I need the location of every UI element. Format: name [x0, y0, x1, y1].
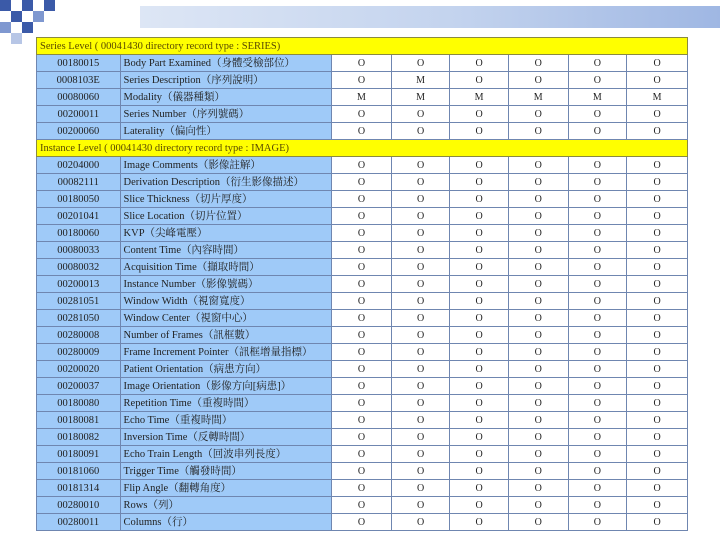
- tag-cell: 00280010: [37, 497, 121, 514]
- value-cell: O: [508, 378, 568, 395]
- value-cell: O: [391, 463, 450, 480]
- value-cell: O: [627, 361, 688, 378]
- value-cell: O: [627, 395, 688, 412]
- description-cell: Rows（列）: [120, 497, 332, 514]
- description-cell: Patient Orientation（病患方向）: [120, 361, 332, 378]
- value-cell: O: [391, 327, 450, 344]
- tag-cell: 00180015: [37, 55, 121, 72]
- tag-cell: 00280008: [37, 327, 121, 344]
- value-cell: O: [391, 344, 450, 361]
- tag-cell: 00204000: [37, 157, 121, 174]
- value-cell: M: [391, 89, 450, 106]
- value-cell: O: [568, 259, 627, 276]
- value-cell: O: [627, 514, 688, 531]
- value-cell: O: [450, 293, 509, 310]
- value-cell: O: [568, 480, 627, 497]
- value-cell: O: [508, 361, 568, 378]
- value-cell: O: [508, 157, 568, 174]
- value-cell: O: [391, 361, 450, 378]
- value-cell: O: [450, 361, 509, 378]
- value-cell: M: [627, 89, 688, 106]
- value-cell: O: [568, 497, 627, 514]
- value-cell: M: [508, 89, 568, 106]
- value-cell: O: [450, 514, 509, 531]
- value-cell: O: [332, 344, 392, 361]
- value-cell: O: [508, 310, 568, 327]
- value-cell: O: [450, 463, 509, 480]
- description-cell: Slice Thickness（切片厚度）: [120, 191, 332, 208]
- value-cell: O: [450, 344, 509, 361]
- value-cell: O: [391, 123, 450, 140]
- value-cell: O: [450, 497, 509, 514]
- section-title: Series Level ( 00041430 directory record type : SERIES): [37, 38, 688, 55]
- value-cell: O: [627, 429, 688, 446]
- value-cell: O: [332, 55, 392, 72]
- section-header-row: [37, 140, 688, 157]
- table-row: [37, 344, 688, 361]
- description-cell: Modality（儀器種類）: [120, 89, 332, 106]
- value-cell: O: [332, 412, 392, 429]
- value-cell: O: [568, 55, 627, 72]
- value-cell: O: [332, 72, 392, 89]
- value-cell: O: [450, 276, 509, 293]
- table-row: [37, 174, 688, 191]
- value-cell: O: [508, 497, 568, 514]
- value-cell: O: [332, 225, 392, 242]
- value-cell: O: [508, 463, 568, 480]
- value-cell: O: [627, 72, 688, 89]
- tag-cell: 00281050: [37, 310, 121, 327]
- tag-cell: 00082111: [37, 174, 121, 191]
- value-cell: O: [450, 208, 509, 225]
- value-cell: O: [508, 191, 568, 208]
- value-cell: O: [508, 242, 568, 259]
- value-cell: O: [450, 106, 509, 123]
- description-cell: Series Number（序列號碼）: [120, 106, 332, 123]
- value-cell: O: [627, 276, 688, 293]
- value-cell: O: [391, 157, 450, 174]
- value-cell: O: [450, 395, 509, 412]
- value-cell: O: [508, 72, 568, 89]
- value-cell: O: [568, 446, 627, 463]
- value-cell: O: [627, 106, 688, 123]
- value-cell: O: [627, 412, 688, 429]
- value-cell: O: [332, 480, 392, 497]
- tag-cell: 00180080: [37, 395, 121, 412]
- value-cell: O: [391, 395, 450, 412]
- value-cell: O: [627, 378, 688, 395]
- value-cell: O: [568, 378, 627, 395]
- description-cell: Derivation Description（衍生影像描述）: [120, 174, 332, 191]
- value-cell: O: [568, 463, 627, 480]
- value-cell: O: [391, 208, 450, 225]
- table-row: [37, 480, 688, 497]
- description-cell: Image Comments（影像註解）: [120, 157, 332, 174]
- value-cell: O: [450, 259, 509, 276]
- table-row: [37, 395, 688, 412]
- description-cell: Window Width（視窗寬度）: [120, 293, 332, 310]
- description-cell: KVP（尖峰電壓）: [120, 225, 332, 242]
- value-cell: O: [450, 191, 509, 208]
- value-cell: O: [568, 208, 627, 225]
- value-cell: O: [332, 174, 392, 191]
- value-cell: O: [568, 293, 627, 310]
- value-cell: O: [332, 242, 392, 259]
- value-cell: O: [508, 106, 568, 123]
- table-row: [37, 446, 688, 463]
- value-cell: O: [568, 276, 627, 293]
- table-row: [37, 293, 688, 310]
- table-row: [37, 276, 688, 293]
- table-row: [37, 463, 688, 480]
- value-cell: O: [627, 157, 688, 174]
- table-row: [37, 361, 688, 378]
- value-cell: O: [450, 72, 509, 89]
- tag-cell: 00080032: [37, 259, 121, 276]
- value-cell: O: [568, 242, 627, 259]
- table-row: [37, 259, 688, 276]
- value-cell: O: [332, 463, 392, 480]
- description-cell: Slice Location（切片位置）: [120, 208, 332, 225]
- value-cell: O: [391, 429, 450, 446]
- value-cell: O: [450, 446, 509, 463]
- value-cell: O: [508, 412, 568, 429]
- table-row: [37, 378, 688, 395]
- value-cell: O: [627, 191, 688, 208]
- value-cell: O: [627, 208, 688, 225]
- table-row: [37, 514, 688, 531]
- tag-cell: 00200013: [37, 276, 121, 293]
- section-title: Instance Level ( 00041430 directory record type : IMAGE): [37, 140, 688, 157]
- value-cell: O: [332, 123, 392, 140]
- value-cell: O: [627, 293, 688, 310]
- value-cell: O: [450, 429, 509, 446]
- tag-cell: 00200011: [37, 106, 121, 123]
- value-cell: O: [450, 123, 509, 140]
- slide-header-decoration: [0, 0, 720, 40]
- description-cell: Inversion Time（反轉時間）: [120, 429, 332, 446]
- table-row: [37, 89, 688, 106]
- value-cell: O: [508, 514, 568, 531]
- value-cell: O: [450, 310, 509, 327]
- value-cell: O: [450, 157, 509, 174]
- table-row: [37, 327, 688, 344]
- value-cell: M: [391, 72, 450, 89]
- value-cell: O: [627, 480, 688, 497]
- value-cell: O: [391, 378, 450, 395]
- value-cell: O: [391, 293, 450, 310]
- description-cell: Window Center（視窗中心）: [120, 310, 332, 327]
- value-cell: O: [568, 412, 627, 429]
- description-cell: Flip Angle（翻轉角度）: [120, 480, 332, 497]
- value-cell: O: [391, 412, 450, 429]
- table-row: [37, 412, 688, 429]
- value-cell: O: [391, 480, 450, 497]
- table-row: [37, 242, 688, 259]
- value-cell: O: [391, 276, 450, 293]
- value-cell: O: [332, 191, 392, 208]
- tag-cell: 00280011: [37, 514, 121, 531]
- value-cell: O: [391, 55, 450, 72]
- value-cell: O: [568, 72, 627, 89]
- table-row: [37, 123, 688, 140]
- value-cell: O: [508, 123, 568, 140]
- value-cell: O: [508, 225, 568, 242]
- value-cell: O: [508, 208, 568, 225]
- tag-cell: 00180091: [37, 446, 121, 463]
- dicom-attribute-table: [36, 37, 688, 531]
- value-cell: O: [568, 310, 627, 327]
- value-cell: O: [391, 106, 450, 123]
- value-cell: O: [391, 514, 450, 531]
- tag-cell: 00200037: [37, 378, 121, 395]
- value-cell: O: [508, 174, 568, 191]
- value-cell: O: [332, 327, 392, 344]
- tag-cell: 00180060: [37, 225, 121, 242]
- value-cell: O: [508, 446, 568, 463]
- value-cell: O: [508, 259, 568, 276]
- tag-cell: 00200020: [37, 361, 121, 378]
- value-cell: O: [568, 225, 627, 242]
- value-cell: O: [568, 174, 627, 191]
- value-cell: O: [450, 174, 509, 191]
- value-cell: O: [568, 106, 627, 123]
- value-cell: O: [332, 106, 392, 123]
- description-cell: Content Time（內容時間）: [120, 242, 332, 259]
- value-cell: O: [508, 480, 568, 497]
- description-cell: Laterality（偏向性）: [120, 123, 332, 140]
- value-cell: O: [332, 378, 392, 395]
- description-cell: Trigger Time（觸發時間）: [120, 463, 332, 480]
- value-cell: O: [391, 310, 450, 327]
- table-row: [37, 106, 688, 123]
- description-cell: Columns（行）: [120, 514, 332, 531]
- value-cell: O: [332, 293, 392, 310]
- value-cell: O: [391, 497, 450, 514]
- value-cell: O: [332, 310, 392, 327]
- value-cell: O: [391, 259, 450, 276]
- table-row: [37, 208, 688, 225]
- description-cell: Echo Time（重複時間）: [120, 412, 332, 429]
- value-cell: O: [627, 174, 688, 191]
- value-cell: O: [450, 480, 509, 497]
- value-cell: O: [568, 344, 627, 361]
- value-cell: O: [508, 429, 568, 446]
- value-cell: O: [627, 259, 688, 276]
- value-cell: O: [332, 446, 392, 463]
- description-cell: Echo Train Length（回波串列長度）: [120, 446, 332, 463]
- value-cell: O: [508, 395, 568, 412]
- value-cell: O: [450, 55, 509, 72]
- tag-cell: 00180050: [37, 191, 121, 208]
- value-cell: O: [627, 55, 688, 72]
- value-cell: O: [391, 174, 450, 191]
- tag-cell: 00201041: [37, 208, 121, 225]
- value-cell: O: [627, 123, 688, 140]
- table-row: [37, 225, 688, 242]
- value-cell: M: [332, 89, 392, 106]
- value-cell: O: [627, 310, 688, 327]
- value-cell: O: [568, 123, 627, 140]
- table-row: [37, 157, 688, 174]
- value-cell: O: [391, 225, 450, 242]
- value-cell: O: [508, 293, 568, 310]
- value-cell: O: [508, 55, 568, 72]
- table-row: [37, 497, 688, 514]
- description-cell: Body Part Examined（身體受檢部位）: [120, 55, 332, 72]
- value-cell: O: [508, 327, 568, 344]
- value-cell: O: [568, 191, 627, 208]
- table-row: [37, 191, 688, 208]
- value-cell: O: [332, 514, 392, 531]
- tag-cell: 00180082: [37, 429, 121, 446]
- tag-cell: 00200060: [37, 123, 121, 140]
- value-cell: O: [332, 497, 392, 514]
- table-row: [37, 429, 688, 446]
- value-cell: O: [627, 242, 688, 259]
- value-cell: O: [568, 327, 627, 344]
- value-cell: O: [568, 429, 627, 446]
- value-cell: M: [568, 89, 627, 106]
- value-cell: O: [568, 514, 627, 531]
- description-cell: Frame Increment Pointer（訊框增量指標）: [120, 344, 332, 361]
- table-row: [37, 310, 688, 327]
- tag-cell: 00080060: [37, 89, 121, 106]
- tag-cell: 00181314: [37, 480, 121, 497]
- value-cell: O: [627, 463, 688, 480]
- tag-cell: 0008103E: [37, 72, 121, 89]
- value-cell: O: [332, 157, 392, 174]
- value-cell: O: [391, 191, 450, 208]
- value-cell: O: [450, 327, 509, 344]
- value-cell: O: [450, 242, 509, 259]
- tag-cell: 00281051: [37, 293, 121, 310]
- description-cell: Series Description（序列說明）: [120, 72, 332, 89]
- value-cell: O: [332, 429, 392, 446]
- value-cell: O: [332, 361, 392, 378]
- value-cell: O: [627, 497, 688, 514]
- value-cell: M: [450, 89, 509, 106]
- value-cell: O: [627, 327, 688, 344]
- value-cell: O: [508, 344, 568, 361]
- tag-cell: 00280009: [37, 344, 121, 361]
- value-cell: O: [332, 208, 392, 225]
- tag-cell: 00080033: [37, 242, 121, 259]
- tag-cell: 00181060: [37, 463, 121, 480]
- value-cell: O: [450, 412, 509, 429]
- value-cell: O: [568, 395, 627, 412]
- description-cell: Number of Frames（訊框數）: [120, 327, 332, 344]
- value-cell: O: [332, 259, 392, 276]
- value-cell: O: [568, 157, 627, 174]
- value-cell: O: [627, 446, 688, 463]
- value-cell: O: [450, 225, 509, 242]
- value-cell: O: [450, 378, 509, 395]
- table-row: [37, 72, 688, 89]
- value-cell: O: [627, 344, 688, 361]
- section-header-row: [37, 38, 688, 55]
- header-gradient-band: [140, 6, 720, 28]
- value-cell: O: [508, 276, 568, 293]
- description-cell: Acquisition Time（擷取時間）: [120, 259, 332, 276]
- value-cell: O: [391, 242, 450, 259]
- value-cell: O: [332, 395, 392, 412]
- table-row: [37, 55, 688, 72]
- description-cell: Repetition Time（重複時間）: [120, 395, 332, 412]
- value-cell: O: [568, 361, 627, 378]
- tag-cell: 00180081: [37, 412, 121, 429]
- description-cell: Image Orientation（影像方向[病患]）: [120, 378, 332, 395]
- value-cell: O: [391, 446, 450, 463]
- value-cell: O: [627, 225, 688, 242]
- description-cell: Instance Number（影像號碼）: [120, 276, 332, 293]
- value-cell: O: [332, 276, 392, 293]
